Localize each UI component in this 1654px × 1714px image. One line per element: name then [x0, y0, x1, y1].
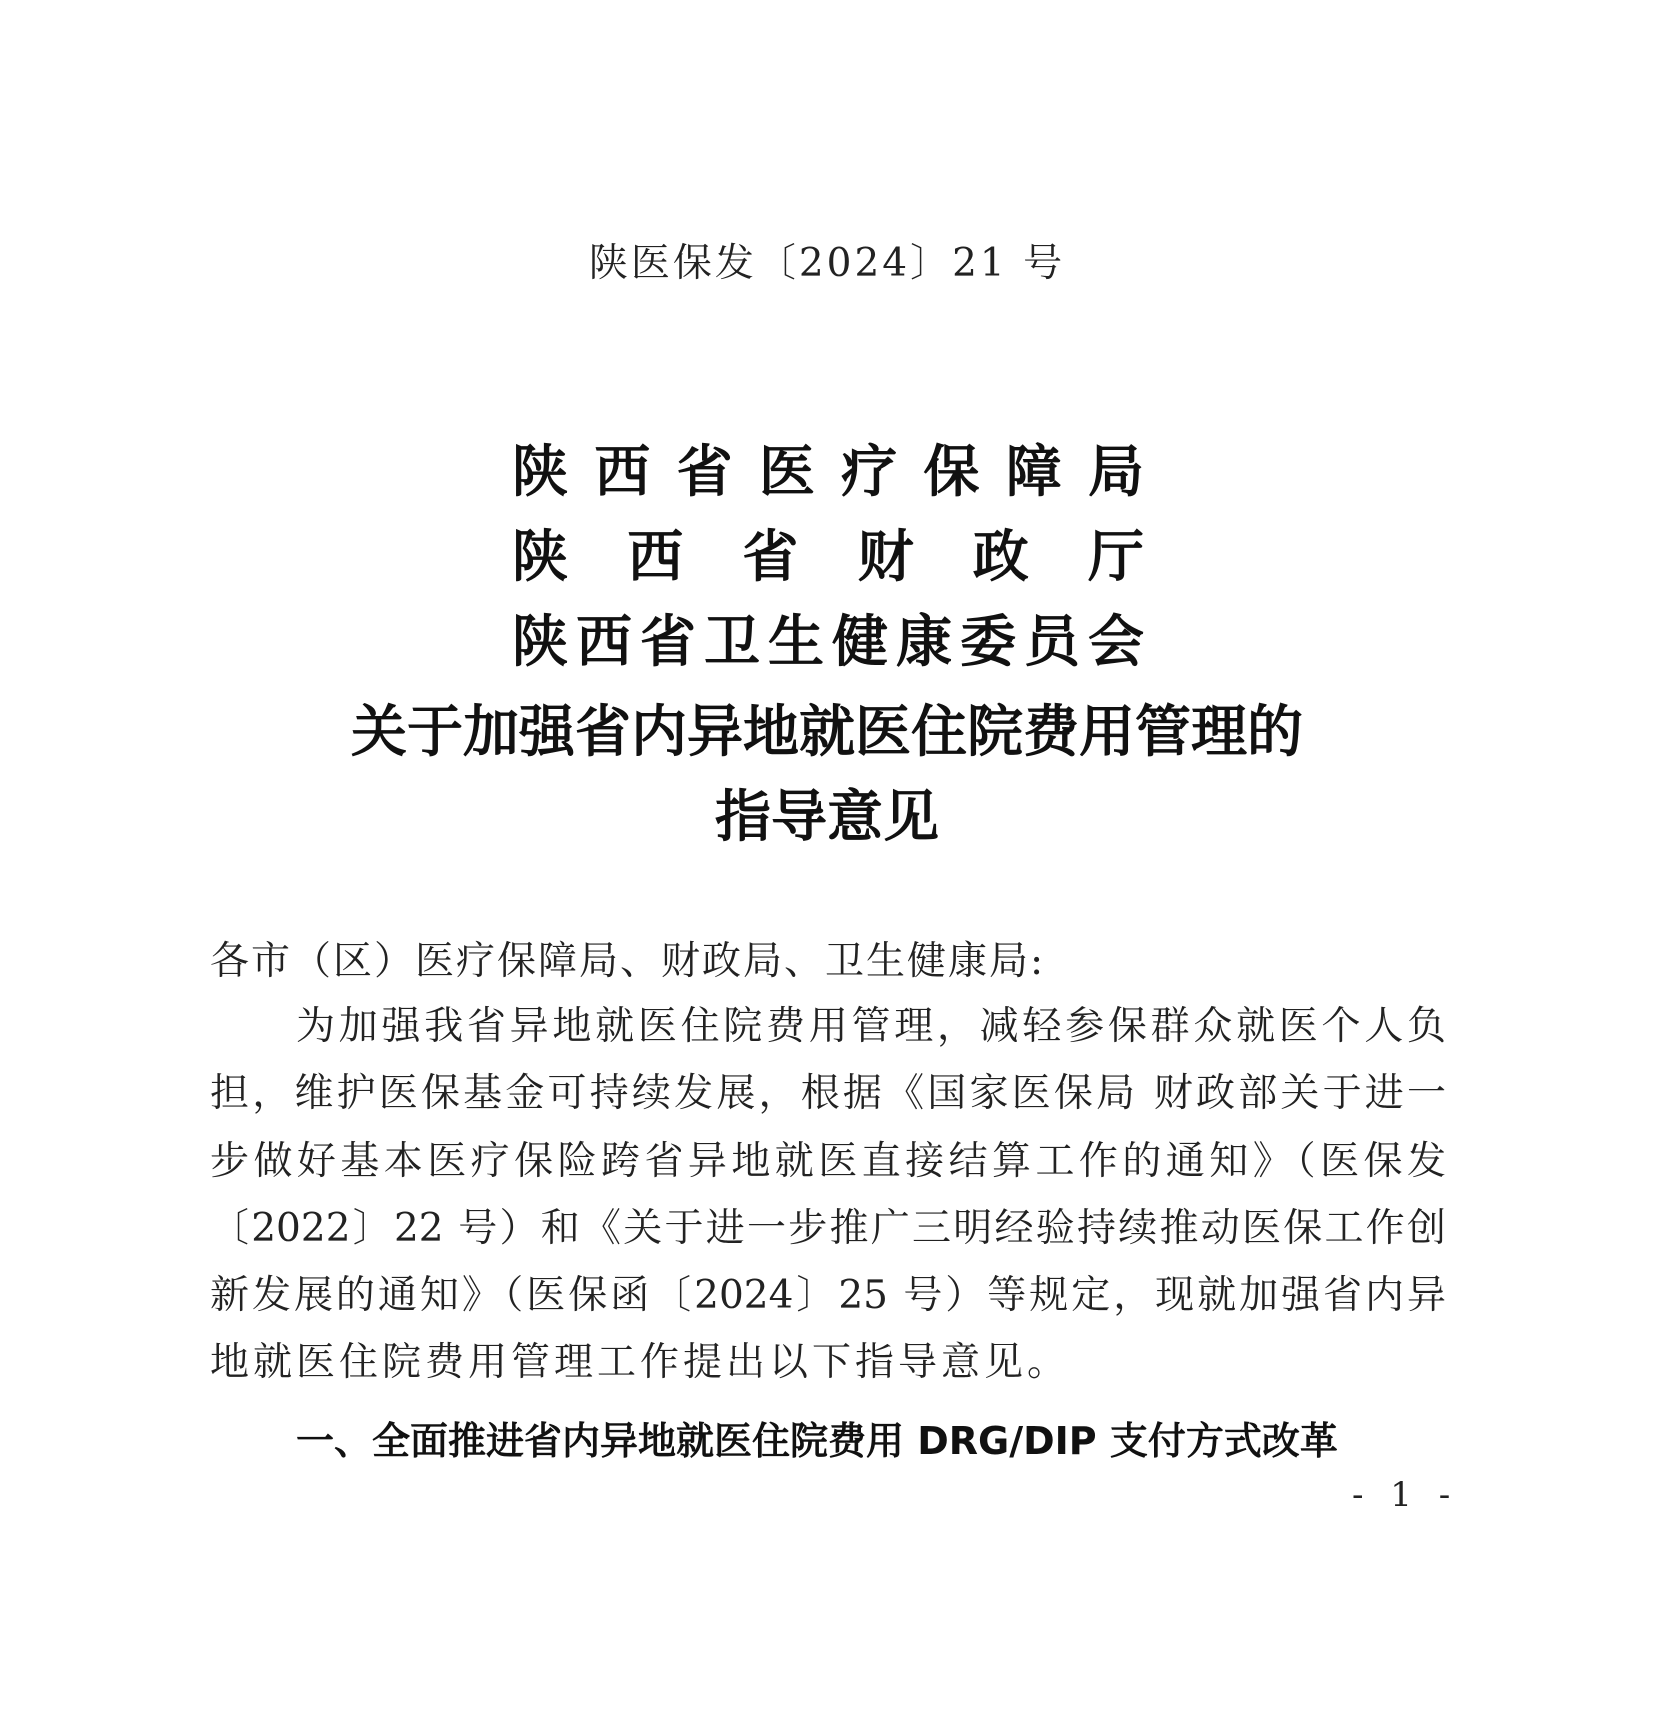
- issuer-character: 生: [768, 610, 824, 675]
- issuer-character: 康: [896, 610, 952, 675]
- body-paragraph-line: 新发展的通知》（医保函〔2024〕25 号）等规定，现就加强省内异: [210, 1273, 1446, 1318]
- issuer-character: 疗: [841, 440, 898, 505]
- body-paragraph-line: 地就医住院费用管理工作提出以下指导意见。: [210, 1340, 1071, 1385]
- issuer-finance-department: [512, 515, 1144, 600]
- issuer-character: 陕: [512, 525, 568, 590]
- issuer-character: 政: [972, 525, 1029, 590]
- issuer-character: 局: [1087, 440, 1144, 505]
- issuer-character: 财: [857, 525, 914, 590]
- issuing-authorities: [512, 430, 1144, 685]
- document-title-line-1: 关于加强省内异地就医住院费用管理的: [351, 700, 1303, 765]
- issuer-character: 医: [758, 440, 815, 505]
- issuer-character: 省: [676, 440, 733, 505]
- issuer-character: 省: [742, 525, 799, 590]
- issuer-character: 员: [1024, 610, 1080, 675]
- issuer-character: 障: [1005, 440, 1062, 505]
- issuer-character: 陕: [512, 440, 568, 505]
- issuer-character: 委: [960, 610, 1016, 675]
- body-paragraph-line: 〔2022〕22 号）和《关于进一步推广三明经验持续推动医保工作创: [210, 1206, 1446, 1251]
- issuer-medical-security-bureau: [512, 430, 1144, 515]
- document-title-line-2: 指导意见: [715, 785, 939, 850]
- issuer-character: 西: [627, 525, 684, 590]
- body-paragraph-line: 为加强我省异地就医住院费用管理，减轻参保群众就医个人负: [296, 1004, 1446, 1049]
- issuer-character: 卫: [704, 610, 760, 675]
- issuer-health-commission: [512, 600, 1144, 685]
- issuer-character: 省: [640, 610, 696, 675]
- page-number: - 1 -: [1352, 1475, 1459, 1515]
- section-heading: 一、全面推进省内异地就医住院费用 DRG/DIP 支付方式改革: [296, 1419, 1338, 1463]
- issuer-character: 会: [1088, 610, 1144, 675]
- issuer-character: 保: [923, 440, 980, 505]
- issuer-character: 健: [832, 610, 888, 675]
- issuer-character: 陕: [512, 610, 568, 675]
- addressee: 各市（区）医疗保障局、财政局、卫生健康局:: [210, 939, 1046, 984]
- issuer-character: 厅: [1087, 525, 1144, 590]
- document-number: 陕医保发〔2024〕21 号: [588, 241, 1066, 286]
- body-paragraph-line: 步做好基本医疗保险跨省异地就医直接结算工作的通知》（医保发: [210, 1139, 1446, 1184]
- issuer-character: 西: [576, 610, 632, 675]
- body-paragraph-line: 担，维护医保基金可持续发展，根据《国家医保局 财政部关于进一: [210, 1071, 1446, 1116]
- issuer-character: 西: [594, 440, 651, 505]
